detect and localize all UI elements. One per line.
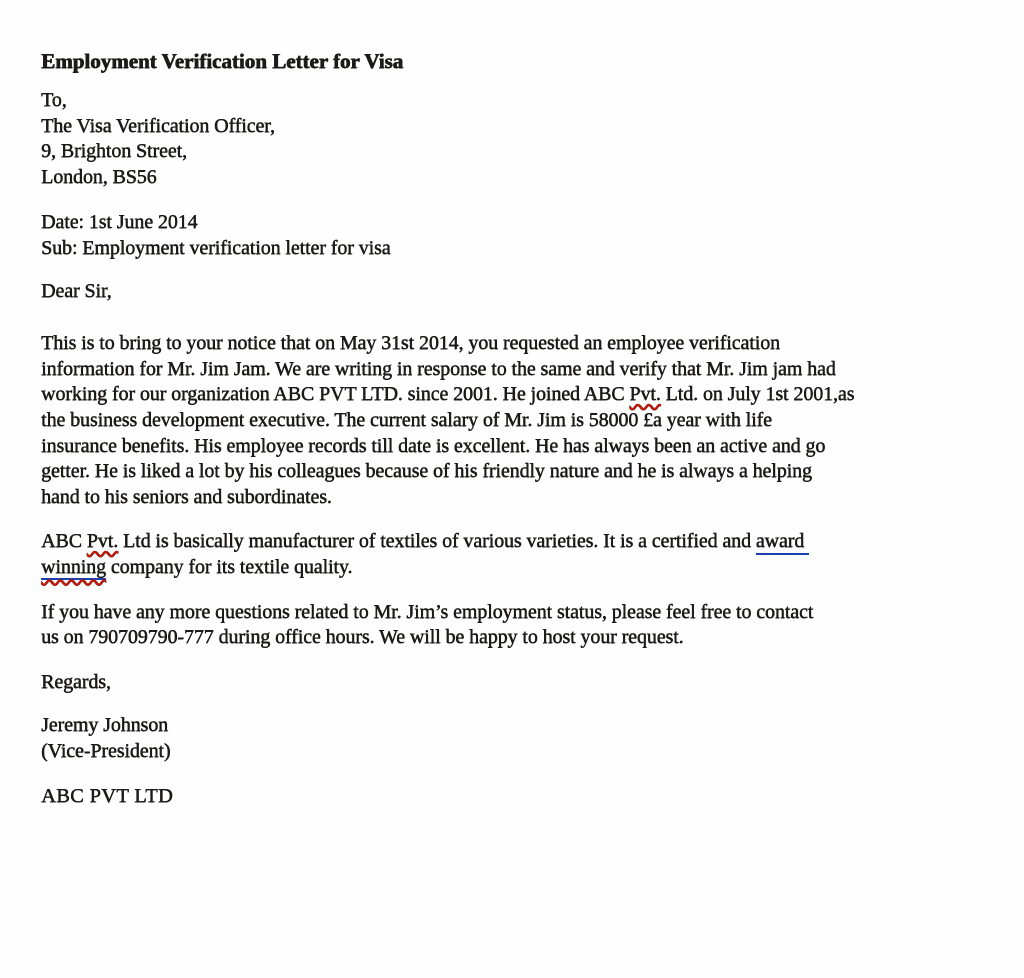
body-paragraph-1 <box>41 331 964 510</box>
salutation: Dear Sir, <box>41 279 112 302</box>
meta-block <box>41 210 964 261</box>
text-line <box>41 529 964 555</box>
closing: Regards, <box>41 670 111 693</box>
text-segment: working for our organization ABC PVT LTD. since 2001. He joined ABC <box>41 383 630 406</box>
text-segment: ABC <box>41 530 87 553</box>
text-segment: insurance benefits. His employee records till date is excellent. He has always been an active and go <box>41 434 826 457</box>
text-segment: hand to his seniors and subordinates. <box>41 485 332 508</box>
signature-block <box>41 713 964 764</box>
text-segment: getter. He is liked a lot by his colleagues because of his friendly nature and he is always a helping <box>41 460 812 483</box>
text-segment: the business development executive. The current salary of Mr. Jim is 58000 £a year with life <box>41 408 772 431</box>
text-line <box>41 555 964 581</box>
text-line <box>41 331 964 357</box>
text-segment: information for Mr. Jim Jam. We are writing in response to the same and verify that Mr. Jim jam had <box>41 357 836 380</box>
date-line: Date: 1st June 2014 <box>41 211 198 234</box>
text-segment: This is to bring to your notice that on May 31st 2014, you requested an employee verification <box>41 332 780 355</box>
subject-line: Sub: Employment verification letter for visa <box>41 236 391 259</box>
recipient-line-to: To, <box>41 89 67 111</box>
body-paragraph-3 <box>41 600 964 651</box>
letter-title: Employment Verification Letter for Visa <box>41 49 404 73</box>
hyperlink-text[interactable]: winning <box>41 556 106 581</box>
text-line <box>41 459 964 485</box>
text-line <box>41 408 964 434</box>
text-segment: Ltd is basically manufacturer of textiles of various varieties. It is a certified and <box>118 530 756 553</box>
recipient-line-street: 9, Brighton Street, <box>41 140 187 163</box>
signature-name: Jeremy Johnson <box>41 714 168 737</box>
text-segment: company for its textile quality. <box>105 555 353 578</box>
text-line <box>41 382 964 408</box>
text-segment: us on 790709790-777 during office hours. We will be happy to host your request. <box>41 626 684 649</box>
text-line <box>41 625 964 651</box>
misspelled-word: Pvt. <box>86 530 119 553</box>
text-segment: Ltd. on July 1st 2001,as <box>660 383 855 406</box>
text-line <box>41 600 964 626</box>
company-name: ABC PVT LTD <box>41 785 174 808</box>
hyperlink-text[interactable]: award <box>756 530 809 555</box>
text-segment: If you have any more questions related to Mr. Jim’s employment status, please feel free to contact <box>41 600 814 623</box>
recipient-block <box>41 88 964 190</box>
body-paragraph-2 <box>41 529 964 580</box>
text-line <box>41 434 964 460</box>
text-line <box>41 357 964 383</box>
recipient-line-officer: The Visa Verification Officer, <box>41 114 275 137</box>
signature-title: (Vice-President) <box>41 739 171 762</box>
misspelled-word: Pvt. <box>629 383 661 406</box>
recipient-line-city: London, BS56 <box>41 165 157 188</box>
text-line <box>41 485 964 511</box>
